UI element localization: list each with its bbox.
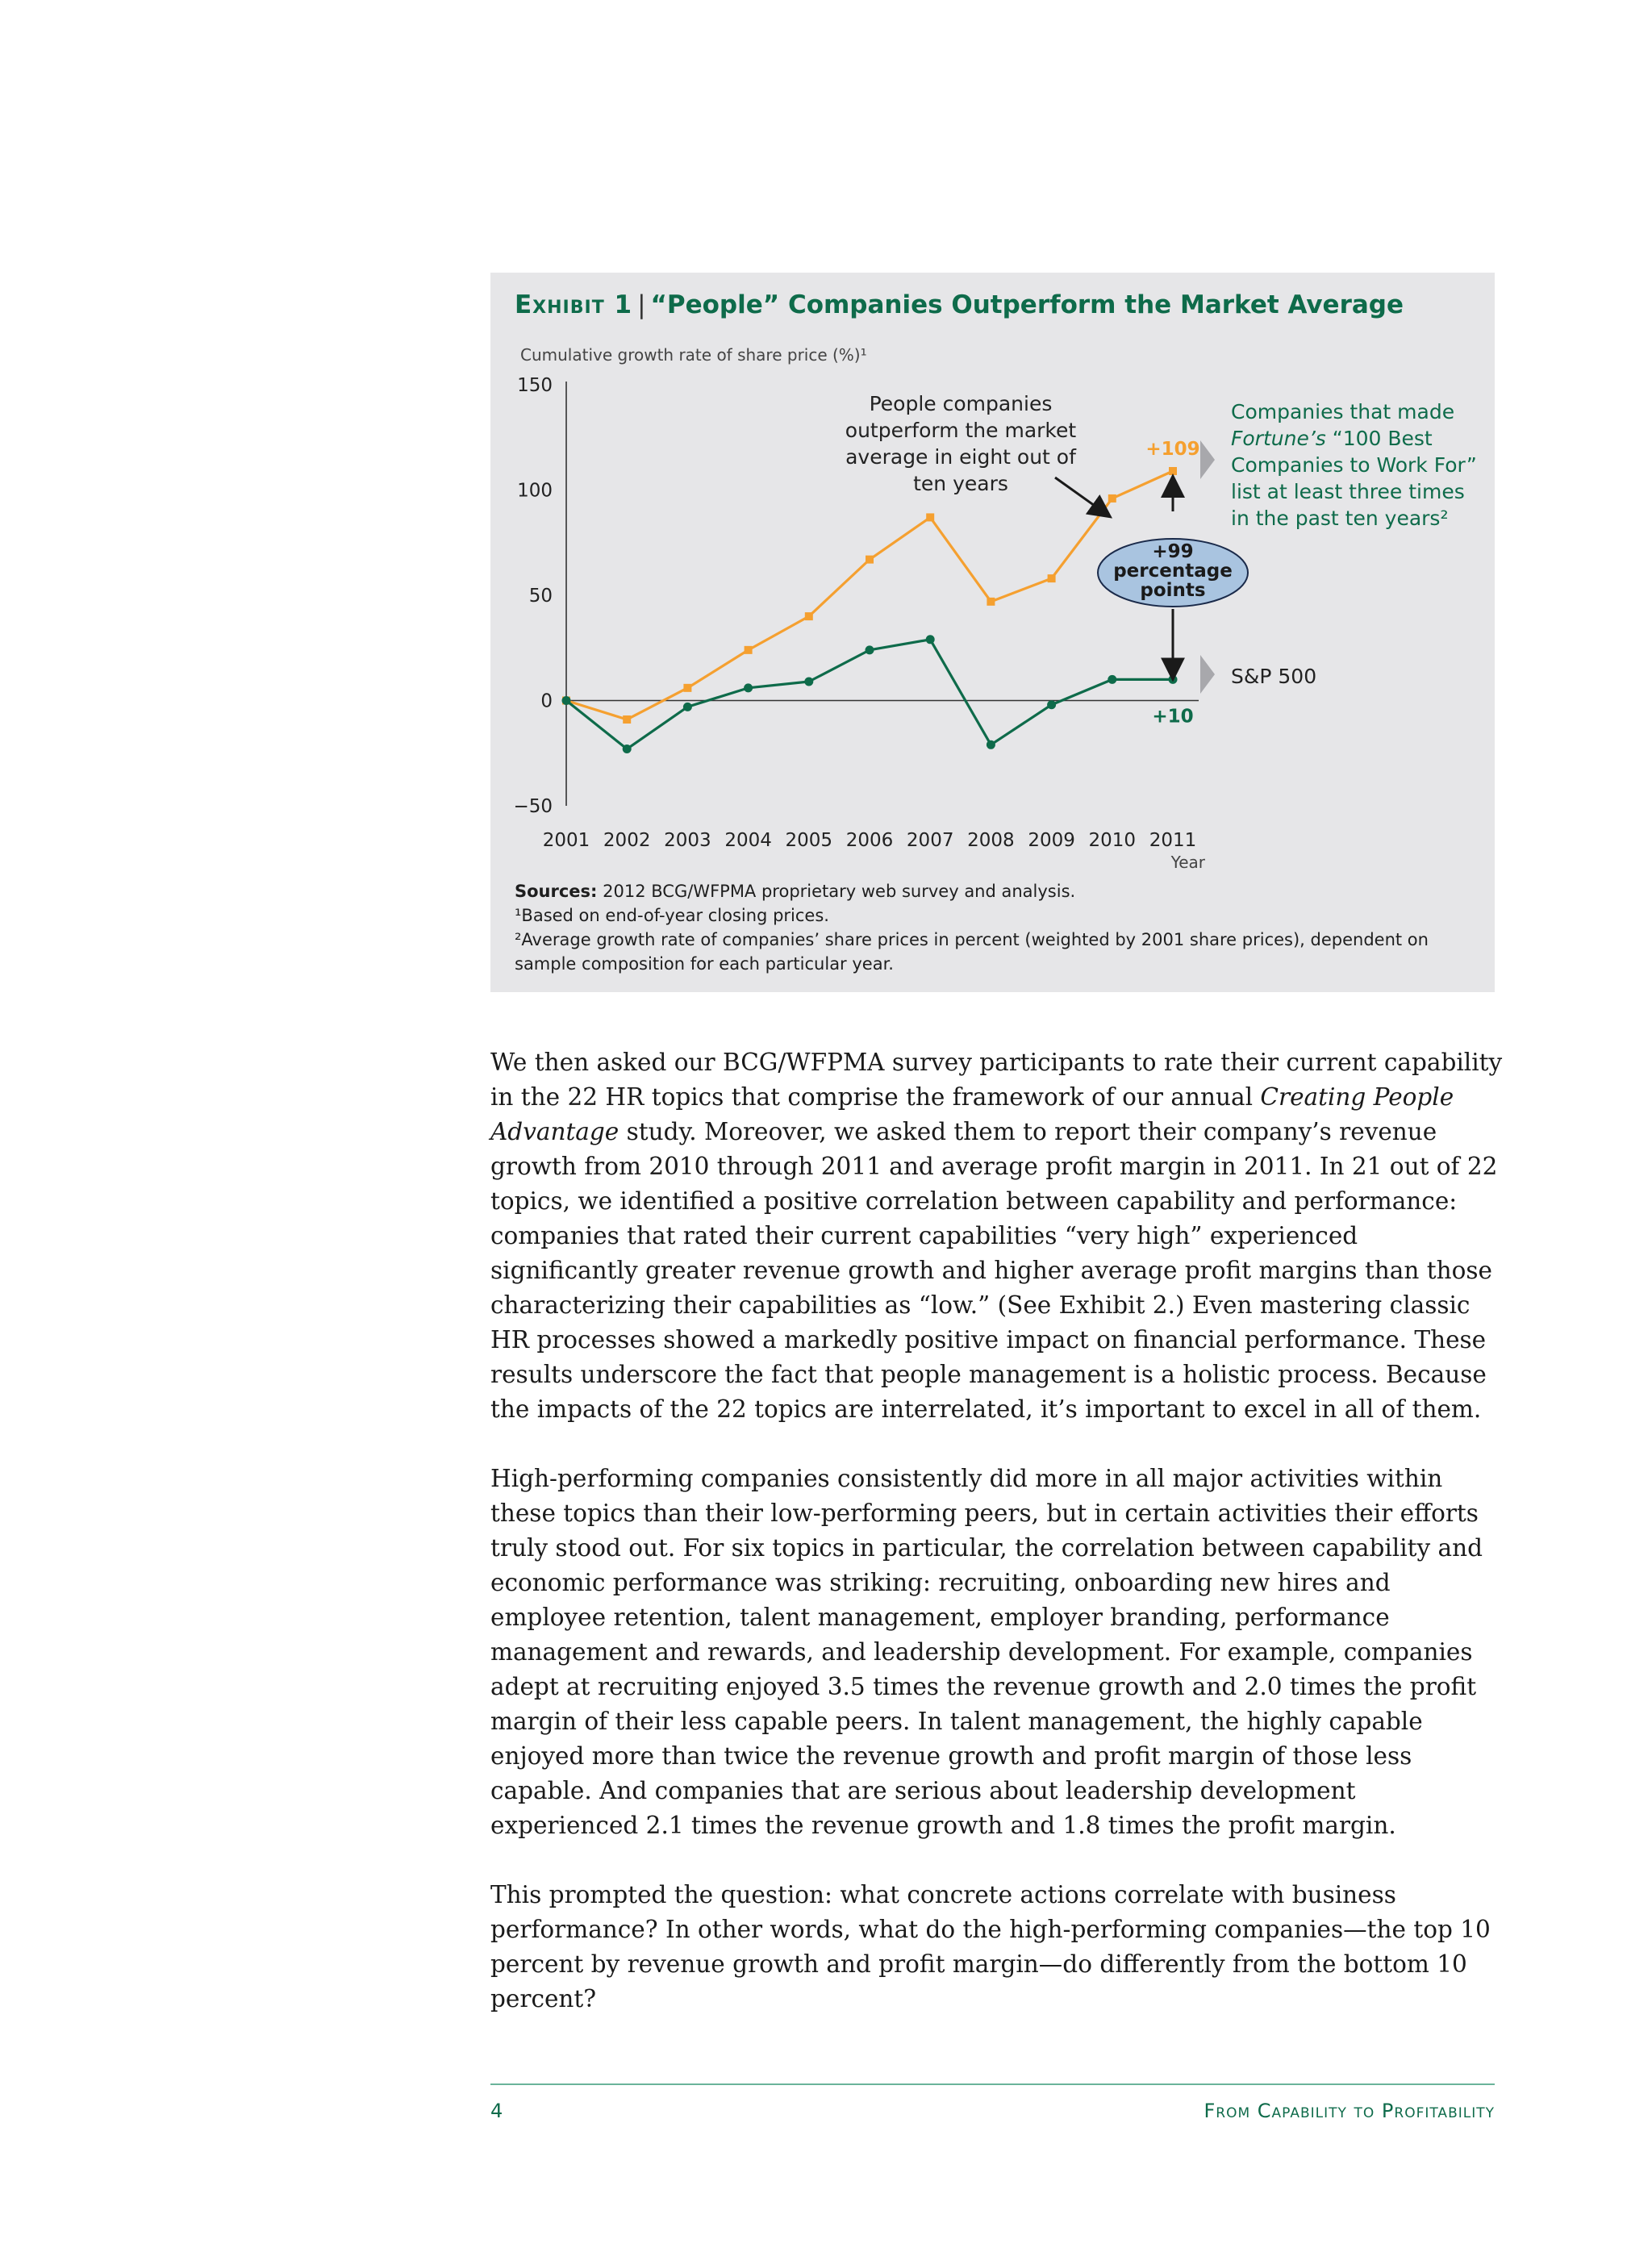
annotation-people-outperform: People companies outperform the market average in eight out of ten years — [845, 392, 1077, 495]
people-companies-line — [566, 471, 1173, 719]
sp500-point — [926, 635, 935, 644]
legend-pointer-people — [1200, 440, 1215, 479]
sources-block — [515, 879, 1475, 976]
legend-best-post: “100 Best Companies to Work For” list at least three times in the past ten years² — [1231, 427, 1477, 530]
people-companies-point — [745, 646, 753, 654]
footnote-2: ²Average growth rate of companies’ share prices in percent (weighted by 2001 share prices), dependent on sample composition for each particular year. — [515, 930, 1429, 974]
sources-text: 2012 BCG/WFPMA proprietary web survey and analysis. — [603, 882, 1076, 901]
sp500-point — [562, 696, 571, 705]
x-axis-title: Year — [1170, 853, 1205, 870]
people-companies-point — [623, 715, 631, 724]
exhibit-box — [490, 273, 1495, 992]
exhibit-label: Exhibit 1 — [515, 290, 633, 319]
sp500-point — [683, 703, 692, 711]
y-axis-label: Cumulative growth rate of share price (%)¹ — [520, 345, 867, 365]
y-tick-label: 100 — [517, 480, 553, 502]
legend-best-pre: Companies that made — [1231, 400, 1455, 423]
paragraph-1-end: study. Moreover, we asked them to report their company’s revenue growth from 2010 through 2011 and average profit margin in 2011. In 21 out of 22 topics, we identified a positive correlation between capability and performance: companies that rated their current capabilities “very high” experienced significantly greater revenue growth and higher average profit margins than those characterizing their capabilities as “low.” (See Exhibit 2.) Even mastering classic HR processes showed a markedly positive impact on financial performance. These results underscore the fact that people management is a holistic process. Because the impacts of the 22 topics are interrelated, it’s important to excel in all of them. — [490, 1118, 1498, 1423]
y-tick-label: 0 — [540, 690, 553, 712]
x-tick-label: 2007 — [906, 830, 954, 851]
gap-label-line: percentage — [1113, 561, 1233, 582]
gap-label-line: +99 — [1152, 541, 1194, 562]
x-tick-label: 2004 — [724, 830, 772, 851]
sp500-point — [866, 645, 874, 654]
sources-line — [515, 879, 1475, 903]
x-tick-label: 2005 — [785, 830, 833, 851]
sp500-point — [1108, 675, 1116, 684]
sp500-point — [623, 745, 632, 753]
x-tick-label: 2002 — [603, 830, 651, 851]
people-companies-point — [866, 556, 874, 564]
x-tick-label: 2010 — [1088, 830, 1137, 851]
x-tick-label: 2003 — [664, 830, 711, 851]
x-tick-label: 2001 — [542, 830, 590, 851]
paragraph-1-italic: Creating People Advantage — [490, 1083, 1454, 1145]
x-tick-label: 2011 — [1149, 830, 1197, 851]
legend-100-best — [1231, 398, 1489, 532]
y-tick-label: 50 — [528, 586, 553, 607]
legend-pointer-sp500 — [1200, 655, 1215, 694]
people-companies-point — [683, 684, 691, 692]
legend-best-italic: Fortune’s — [1231, 427, 1326, 450]
people-companies-point — [805, 612, 813, 620]
exhibit-separator: | — [637, 290, 646, 319]
people-companies-point — [1048, 574, 1056, 582]
x-tick-label: 2009 — [1028, 830, 1075, 851]
paragraph-1 — [490, 1045, 1507, 1427]
paragraph-3: This prompted the question: what concrete actions correlate with business performance? In other words, what do the high-performing companies—the top 10 percent by revenue growth and profit margin—do differently from the bottom 10 percent? — [490, 1881, 1491, 2013]
exhibit-title-text: “People” Companies Outperform the Market Average — [650, 290, 1404, 319]
people-companies-point — [987, 598, 995, 606]
body-text — [490, 1045, 1507, 2051]
legend-sp500: S&P 500 — [1231, 665, 1317, 688]
sp500-point — [987, 740, 995, 749]
footer-rule — [490, 2083, 1495, 2085]
end-label-sp500: +10 — [1152, 706, 1194, 728]
sp500-point — [744, 683, 753, 692]
gap-label-line: points — [1140, 580, 1206, 601]
sp500-point — [1047, 700, 1056, 709]
y-tick-label: −50 — [513, 796, 553, 817]
paragraph-1-start: We then asked our BCG/WFPMA survey participants to rate their current capability in the 22 HR topics that comprise the framework of our annual — [490, 1049, 1503, 1111]
people-companies-point — [926, 513, 934, 521]
line-chart — [490, 273, 1495, 870]
sp500-point — [1169, 675, 1178, 684]
sp500-line — [566, 640, 1173, 749]
y-tick-label: 150 — [517, 375, 553, 396]
page-number: 4 — [490, 2100, 503, 2122]
people-companies-point — [1108, 494, 1116, 503]
people-companies-point — [1169, 467, 1177, 475]
paragraph-2: High-performing companies consistently did more in all major activities within these topics than their low-performing peers, but in certain activities their efforts truly stood out. For six topics in particular, the correlation between capability and economic performance was striking: recruiting, onboarding new hires and employee retention, talent management, employer branding, performance management and rewards, and leadership development. For example, companies adept at recruiting enjoyed 3.5 times the revenue growth and 2.0 times the profit margin of their less capable peers. In talent management, the highly capable enjoyed more than twice the revenue growth and profit margin of those less capable. And companies that are serious about leadership development experienced 2.1 times the revenue growth and 1.8 times the profit margin. — [490, 1465, 1483, 1839]
footnote-1: ¹Based on end-of-year closing prices. — [515, 906, 829, 925]
x-tick-label: 2006 — [845, 830, 894, 851]
end-label-people: +109 — [1145, 439, 1200, 461]
sources-label: Sources: — [515, 882, 598, 901]
sp500-point — [804, 678, 813, 686]
running-title: From Capability to Profitability — [1204, 2100, 1495, 2122]
x-tick-label: 2008 — [967, 830, 1015, 851]
